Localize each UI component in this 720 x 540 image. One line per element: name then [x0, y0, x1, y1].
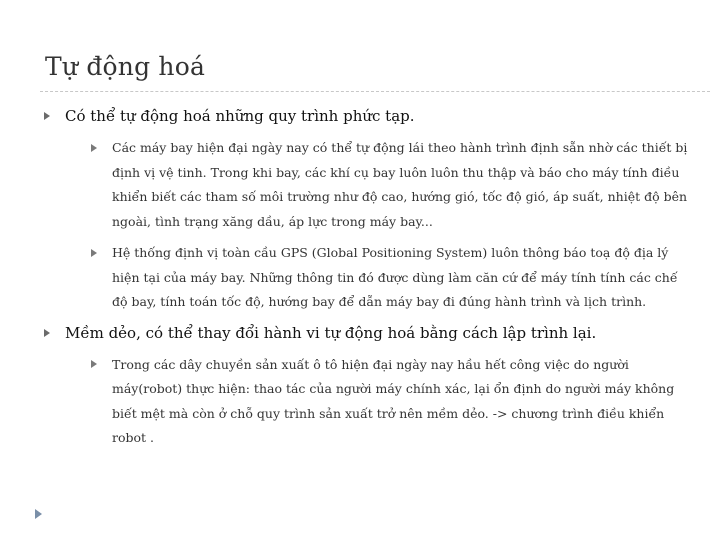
- title-divider: [40, 91, 710, 92]
- triangle-bullet-icon: [91, 249, 97, 257]
- triangle-bullet-icon: [44, 329, 50, 337]
- sub-bullet-gps: [87, 241, 695, 315]
- slide-title: Tự động hoá: [45, 52, 206, 81]
- bullet-text: Mềm dẻo, có thể thay đổi hành vi tự động hoá bằng cách lập trình lại.: [65, 323, 597, 342]
- slide-body: [40, 104, 695, 451]
- bullet-flexible-reprogram: [40, 321, 695, 451]
- bullet-automate-complex: [40, 104, 695, 315]
- sub-bullet-text: Các máy bay hiện đại ngày nay có thể tự động lái theo hành trình định sẵn nhờ các thiết bị định vị vệ tinh. Trong khi bay, các khí cụ bay luôn luôn thu thập và báo cho máy tính điều khiển biết các tham số môi trường như độ cao, hướng gió, tốc độ gió, áp suất, nhiệt độ bên ngoài, tình trạng xăng dầu, áp lực trong máy bay...: [112, 140, 688, 229]
- bullet-text: Có thể tự động hoá những quy trình phức tạp.: [65, 107, 415, 125]
- triangle-bullet-icon: [44, 112, 50, 120]
- triangle-bullet-icon: [91, 144, 97, 152]
- sub-bullet-aircraft-autopilot: [87, 136, 695, 234]
- sub-bullet-text: Trong các dây chuyền sản xuất ô tô hiện đại ngày nay hầu hết công việc do người máy(robot) thực hiện: thao tác của người máy chính xác, lại ổn định do người máy không biết mệt mà còn ở chỗ quy trình sản xuất trở nên mềm dẻo. -> chương trình điều khiển robot .: [112, 356, 675, 445]
- sub-bullet-text: Hệ thống định vị toàn cầu GPS (Global Positioning System) luôn thông báo toạ độ địa lý hiện tại của máy bay. Những thông tin đó được dùng làm căn cứ để máy tính tính các chế độ bay, tính toán tốc độ, hướng bay để dẫn máy bay đi đúng hành trình và lịch trình.: [112, 245, 678, 309]
- next-slide-arrow-icon[interactable]: [35, 509, 42, 519]
- triangle-bullet-icon: [91, 360, 97, 368]
- sub-bullet-list: [65, 136, 695, 315]
- sub-bullet-robot-assembly: [87, 353, 695, 451]
- sub-bullet-list: [65, 353, 695, 451]
